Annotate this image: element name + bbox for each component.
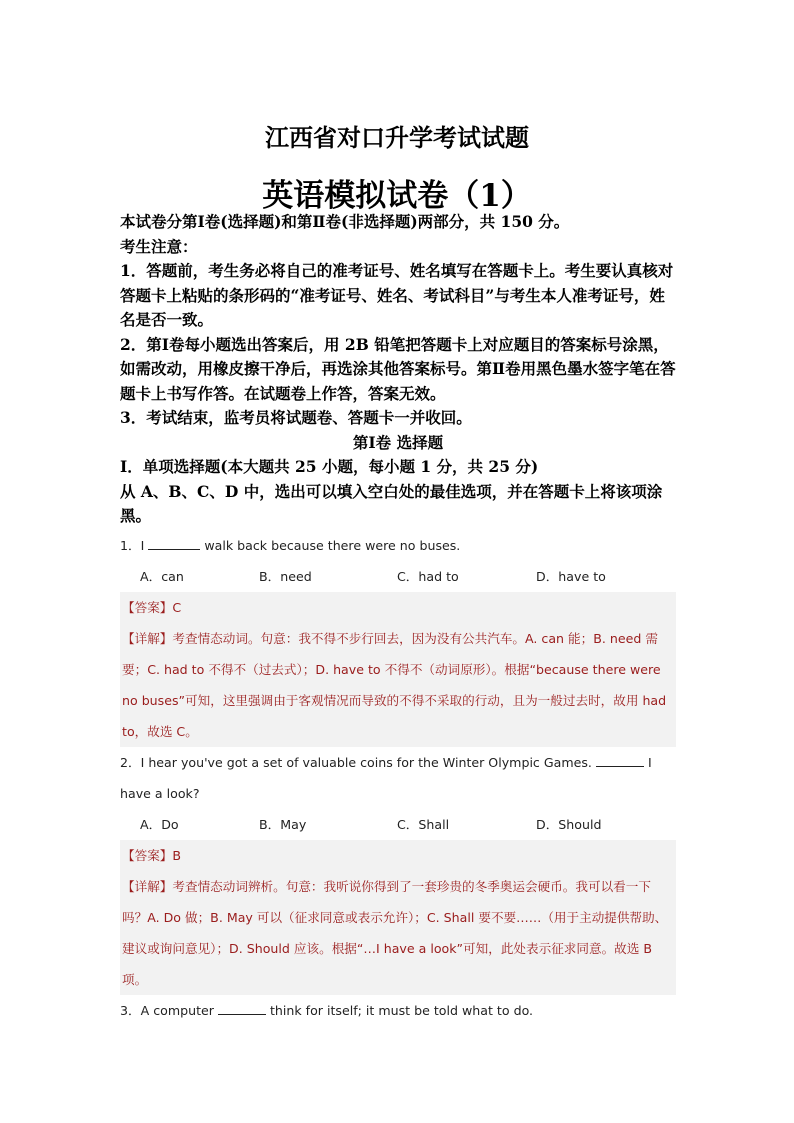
- notice-item-2: 2．第Ⅰ卷每小题选出答案后，用 2B 铅笔把答题卡上对应题目的答案标号涂黑，如需改动，用橡皮擦干净后，再选涂其他答案标号。第Ⅱ卷用黑色墨水签字笔在答题卡上书写作答。在试题卷上作答，答案无效。: [120, 334, 676, 403]
- question-stem: [120, 747, 676, 809]
- answer-blank: [596, 754, 644, 767]
- option-d: D．have to: [536, 569, 606, 584]
- stem-text: walk back because there were no buses.: [200, 538, 461, 553]
- notice-item-1: 1．答题前，考生务必将自己的准考证号、姓名填写在答题卡上。考生要认真核对答题卡上粘贴的条形码的“准考证号、姓名、考试科目”与考生本人准考证号，姓名是否一致。: [120, 261, 674, 329]
- answer-blank: [148, 537, 200, 550]
- stem-text: I have a look?: [120, 755, 652, 801]
- option-b: B．need: [259, 569, 312, 584]
- options-row: [120, 809, 676, 840]
- section-title: 第Ⅰ卷 选择题: [352, 432, 444, 452]
- part-directions: 从 A、B、C、D 中，选出可以填入空白处的最佳选项，并在答题卡上将该项涂黑。: [120, 481, 663, 525]
- page-title: 江西省对口升学考试试题: [265, 123, 529, 152]
- stem-text: 3．A computer: [120, 1003, 218, 1018]
- option-c: C．had to: [397, 569, 459, 584]
- answer-box: [120, 592, 676, 747]
- notice-item-3: 3．考试结束，监考员将试题卷、答题卡一并收回。: [120, 408, 472, 427]
- option-b: B．May: [259, 817, 307, 832]
- answer-label: 【答案】B: [122, 848, 182, 863]
- question-stem: [120, 995, 676, 1026]
- option-a: A．can: [140, 569, 184, 584]
- answer-box: [120, 840, 676, 995]
- page-subtitle: 英语模拟试卷（1）: [262, 178, 532, 214]
- answer-explanation: 【详解】考查情态动词。句意：我不得不步行回去，因为没有公共汽车。A. can 能；B. need 需要；C. had to 不得不（过去式）；D. have to 不得不（动词原形）。根据“because there were no buses”可知，这里强调由于客观情况而导致的不得不采取的行动，且为一般过去时，故用 had to，故选 C。: [122, 631, 667, 739]
- option-c: C．Shall: [397, 817, 450, 832]
- options-row: [120, 561, 676, 592]
- answer-explanation: 【详解】考查情态动词辨析。句意：我听说你得到了一套珍贵的冬季奥运会硬币。我可以看一下吗？A. Do 做；B. May 可以（征求同意或表示允许）；C. Shall 要不要……（用于主动提供帮助、建议或询问意见）；D. Should 应该。根据“…I have a look”可知，此处表示征求同意。故选 B 项。: [122, 879, 668, 987]
- answer-blank: [218, 1002, 266, 1015]
- stem-text: 1．I: [120, 538, 149, 553]
- question-stem: [120, 530, 676, 561]
- stem-text: think for itself; it must be told what to do.: [265, 1003, 534, 1018]
- option-d: D．Should: [536, 817, 602, 832]
- question-list: [120, 530, 676, 1026]
- part-title: Ⅰ．单项选择题(本大题共 25 小题，每小题 1 分，共 25 分): [120, 457, 539, 476]
- intro-text: 本试卷分第Ⅰ卷(选择题)和第Ⅱ卷(非选择题)两部分，共 150 分。: [120, 212, 570, 231]
- notice-title: 考生注意：: [120, 236, 198, 256]
- instructions: [120, 210, 676, 529]
- stem-text: 2．I hear you've got a set of valuable coins for the Winter Olympic Games.: [120, 755, 596, 770]
- option-a: A．Do: [140, 817, 179, 832]
- answer-label: 【答案】C: [122, 600, 182, 615]
